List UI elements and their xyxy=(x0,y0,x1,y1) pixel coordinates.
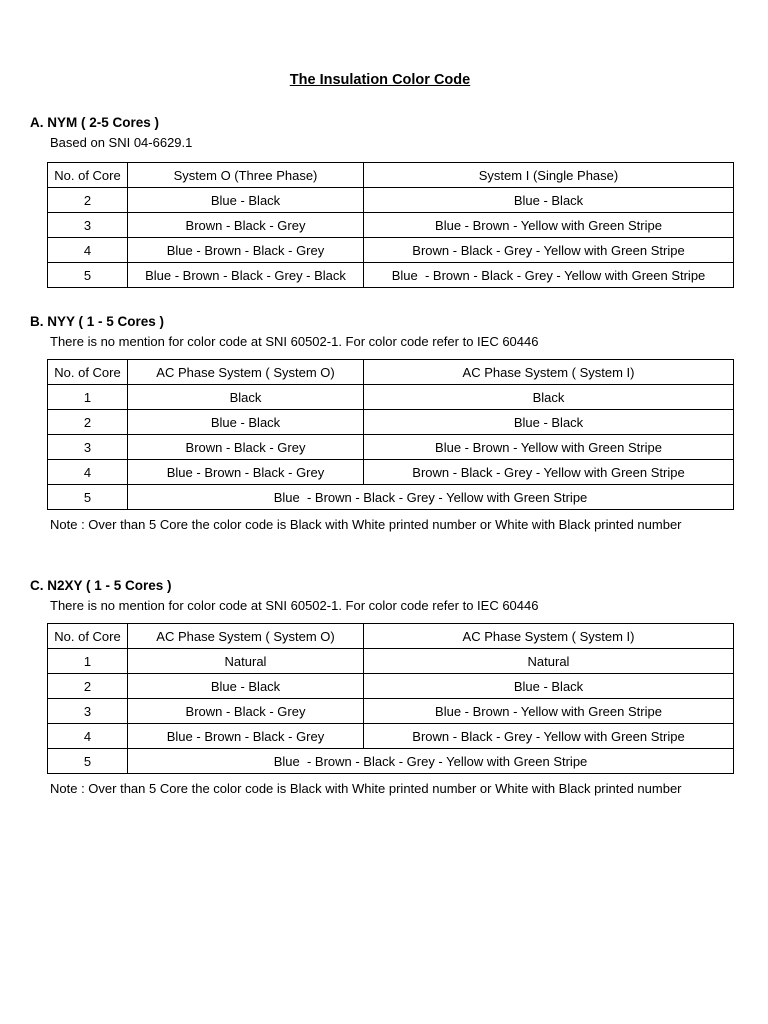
table-cell: Black xyxy=(128,385,364,410)
table-cell: Blue - Black xyxy=(128,188,364,213)
table-cell: Blue - Brown - Black - Grey - Black xyxy=(128,263,364,288)
header-cell: No. of Core xyxy=(48,360,128,385)
table-cell: Blue - Brown - Black - Grey xyxy=(128,460,364,485)
table-cell: 3 xyxy=(48,699,128,724)
table-header-row xyxy=(48,360,734,385)
table-row xyxy=(48,238,734,263)
table-cell: Blue - Black xyxy=(364,410,734,435)
section-heading-nym: A. NYM ( 2-5 Cores ) xyxy=(30,115,160,130)
table-row xyxy=(48,674,734,699)
table-cell: 2 xyxy=(48,410,128,435)
header-cell: AC Phase System ( System I) xyxy=(364,360,734,385)
section-heading-nyy: B. NYY ( 1 - 5 Cores ) xyxy=(30,314,165,329)
color-code-table-n2xy xyxy=(47,623,734,774)
note-n2xy: Note : Over than 5 Core the color code is Black with White printed number or White with Black printed number xyxy=(50,781,682,796)
table-row xyxy=(48,188,734,213)
table-cell: Black xyxy=(364,385,734,410)
table-row xyxy=(48,435,734,460)
color-code-table-nym xyxy=(47,162,734,288)
table-row xyxy=(48,263,734,288)
table-cell: Blue - Brown - Yellow with Green Stripe xyxy=(364,699,734,724)
table-cell: Blue - Brown - Black - Grey xyxy=(128,724,364,749)
table-cell: Brown - Black - Grey xyxy=(128,213,364,238)
table-row xyxy=(48,410,734,435)
header-cell: System I (Single Phase) xyxy=(364,163,734,188)
header-cell: System O (Three Phase) xyxy=(128,163,364,188)
section-heading-n2xy: C. N2XY ( 1 - 5 Cores ) xyxy=(30,578,172,593)
table-header-row xyxy=(48,163,734,188)
header-cell: AC Phase System ( System O) xyxy=(128,624,364,649)
section-subtitle-nyy: There is no mention for color code at SNI 60502-1. For color code refer to IEC 60446 xyxy=(50,334,539,349)
page-title: The Insulation Color Code xyxy=(289,72,471,88)
table-cell: Blue - Brown - Black - Grey - Yellow with Green Stripe xyxy=(364,263,734,288)
section-subtitle-nym: Based on SNI 04-6629.1 xyxy=(50,135,193,150)
table-row xyxy=(48,649,734,674)
table-cell: Blue - Brown - Yellow with Green Stripe xyxy=(364,213,734,238)
table-cell: 1 xyxy=(48,649,128,674)
table-cell-merged: Blue - Brown - Black - Grey - Yellow with Green Stripe xyxy=(128,749,734,774)
note-nyy: Note : Over than 5 Core the color code is Black with White printed number or White with Black printed number xyxy=(50,517,682,532)
table-cell: Blue - Black xyxy=(128,410,364,435)
table-cell: 1 xyxy=(48,385,128,410)
table-cell: Natural xyxy=(128,649,364,674)
header-cell: AC Phase System ( System O) xyxy=(128,360,364,385)
header-cell: No. of Core xyxy=(48,163,128,188)
table-cell: 2 xyxy=(48,674,128,699)
table-cell: 5 xyxy=(48,485,128,510)
header-cell: No. of Core xyxy=(48,624,128,649)
table-row xyxy=(48,699,734,724)
table-row xyxy=(48,724,734,749)
table-cell: Blue - Black xyxy=(128,674,364,699)
table-cell: 4 xyxy=(48,238,128,263)
table-row xyxy=(48,385,734,410)
table-cell: Blue - Black xyxy=(364,674,734,699)
table-cell: Brown - Black - Grey - Yellow with Green Stripe xyxy=(364,460,734,485)
table-cell: Blue - Black xyxy=(364,188,734,213)
table-cell: 5 xyxy=(48,749,128,774)
table-cell: Natural xyxy=(364,649,734,674)
table-header-row xyxy=(48,624,734,649)
table-row xyxy=(48,749,734,774)
table-row xyxy=(48,485,734,510)
table-cell: 3 xyxy=(48,435,128,460)
table-cell: 4 xyxy=(48,460,128,485)
table-cell: Blue - Brown - Black - Grey xyxy=(128,238,364,263)
table-cell: Brown - Black - Grey xyxy=(128,699,364,724)
table-cell: 2 xyxy=(48,188,128,213)
table-cell: Brown - Black - Grey - Yellow with Green Stripe xyxy=(364,238,734,263)
section-subtitle-n2xy: There is no mention for color code at SNI 60502-1. For color code refer to IEC 60446 xyxy=(50,598,539,613)
table-cell: 5 xyxy=(48,263,128,288)
table-cell: Brown - Black - Grey - Yellow with Green Stripe xyxy=(364,724,734,749)
table-cell: 4 xyxy=(48,724,128,749)
table-cell: 3 xyxy=(48,213,128,238)
table-cell: Blue - Brown - Yellow with Green Stripe xyxy=(364,435,734,460)
table-row xyxy=(48,460,734,485)
table-row xyxy=(48,213,734,238)
table-cell: Brown - Black - Grey xyxy=(128,435,364,460)
color-code-table-nyy xyxy=(47,359,734,510)
table-cell-merged: Blue - Brown - Black - Grey - Yellow with Green Stripe xyxy=(128,485,734,510)
header-cell: AC Phase System ( System I) xyxy=(364,624,734,649)
